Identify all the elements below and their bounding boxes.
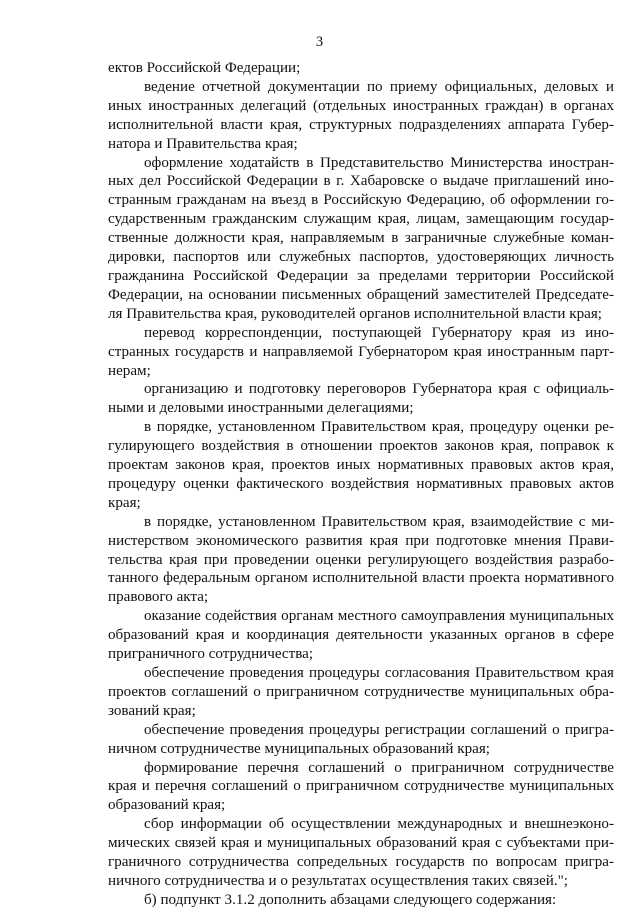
paragraph: обеспечение проведения процедуры согласования Правительством края проектов соглашений о приграничном сотрудничестве муниципальных образований края;	[108, 665, 614, 719]
paragraph: оформление ходатайств в Представительство Министерства иностранных дел Российской Федерации в г. Хабаровске о выдаче приглашений иностранным гражданам на въезд в Российскую Федерацию, об оформлении государственным гражданским служащим края, лицам, замещающим государственные должности края, направляемым в заграничные служебные командировки, паспортов или служебных паспортов, удостоверяющих личность гражданина Российской Федерации за пределами территории Российской Федерации, на основании письменных обращений заместителей Председателя Правительства края, руководителей органов исполнительной власти края;	[108, 154, 614, 322]
paragraph: б) подпункт 3.1.2 дополнить абзацами следующего содержания:	[144, 891, 557, 908]
paragraph: сбор информации об осуществлении международных и внешнеэкономических связей края и муниципальных образований края с субъектами приграничного сотрудничества сопредельных государств по вопросам приграничного сотрудничества и о результатах осуществления таких связей.";	[108, 816, 614, 889]
paragraph: перевод корреспонденции, поступающей Губернатору края из иностранных государств и направляемой Губернатором края иностранным партнерам;	[108, 324, 614, 379]
page-number: 3	[315, 34, 324, 50]
paragraph: в порядке, установленном Правительством края, взаимодействие с министерством экономического развития края при подготовке мнения Правительства края при проведении оценки регулирующего воздействия разработанного федеральным органом исполнительной власти проекта нормативного правового акта;	[108, 513, 614, 606]
paragraph: оказание содействия органам местного самоуправления муниципальных образований края и координация деятельности указанных органов в сфере приграничного сотрудничества;	[108, 608, 614, 663]
document-body	[108, 59, 614, 910]
paragraph: в порядке, установленном Правительством края, процедуру оценки регулирующего воздействия в отношении проектов законов края, поправок к проектам законов края, проектов иных нормативных правовых актов края, процедуру оценки фактического воздействия нормативных правовых актов края;	[108, 419, 614, 511]
paragraph: ведение отчетной документации по приему официальных, деловых и иных иностранных делегаций (отдельных иностранных граждан) в органах исполнительной власти края, структурных подразделениях аппарата Губернатора и Правительства края;	[108, 78, 614, 152]
paragraph: формирование перечня соглашений о приграничном сотрудничестве края и перечня соглашений о приграничном сотрудничестве муниципальных образований края;	[108, 759, 614, 814]
paragraph: ектов Российской Федерации;	[108, 60, 301, 76]
paragraph: организацию и подготовку переговоров Губернатора края с официальными и деловыми иностранными делегациями;	[108, 381, 614, 417]
paragraph: обеспечение проведения процедуры регистрации соглашений о приграничном сотрудничестве муниципальных образований края;	[108, 721, 614, 757]
